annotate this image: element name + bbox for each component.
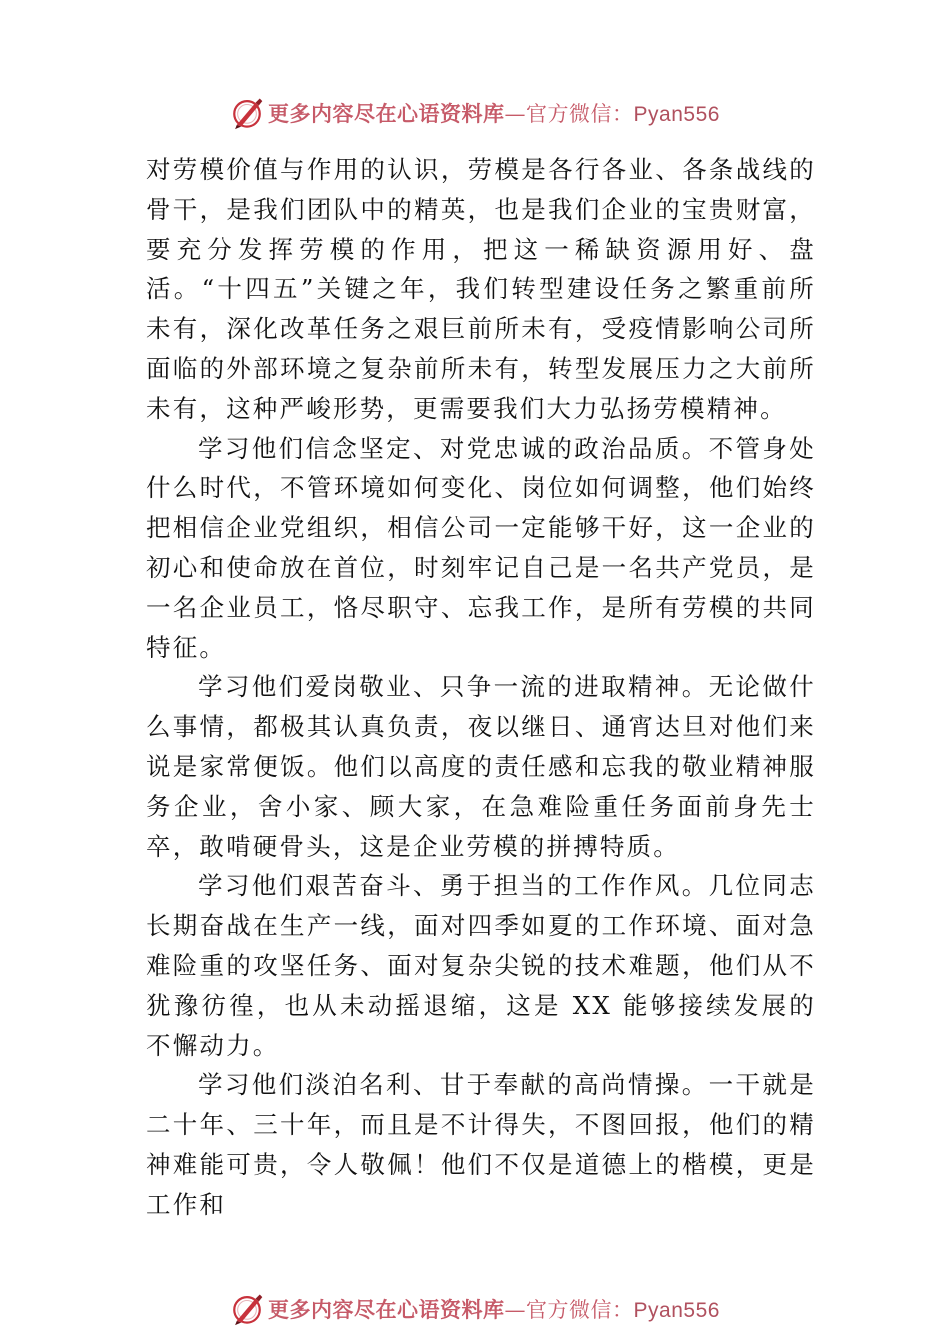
footer-banner — [0, 1289, 950, 1329]
paragraph-4: 学习他们艰苦奋斗、勇于担当的工作作风。几位同志长期奋战在生产一线，面对四季如夏的工作环境、面对急难险重的攻坚任务、面对复杂尖锐的技术难题，他们从不犹豫彷徨，也从未动摇退缩，这是 XX 能够接续发展的不懈动力。 — [146, 871, 816, 1060]
banner-wechat-label: —官方微信： — [504, 1298, 634, 1322]
banner-site-name: 更多内容尽在心语资料库 — [268, 1297, 505, 1322]
pen-circle-icon — [230, 96, 264, 130]
header-banner — [0, 93, 950, 133]
banner-wechat-label: —官方微信： — [504, 102, 634, 126]
paragraph-3: 学习他们爱岗敬业、只争一流的进取精神。无论做什么事情，都极其认真负责，夜以继日、通宵达旦对他们来说是家常便饭。他们以高度的责任感和忘我的敬业精神服务企业，舍小家、顾大家，在急难险重任务面前身先士卒，敢啃硬骨头，这是企业劳模的拼搏特质。 — [146, 672, 816, 861]
paragraph-2: 学习他们信念坚定、对党忠诚的政治品质。不管身处什么时代，不管环境如何变化、岗位如何调整，他们始终把相信企业党组织，相信公司一定能够干好，这一企业的初心和使命放在首位，时刻牢记自己是一名共产党员，是一名企业员工，恪尽职守、忘我工作，是所有劳模的共同特征。 — [146, 433, 816, 662]
document-body — [146, 150, 816, 1225]
paragraph-1: 对劳模价值与作用的认识，劳模是各行各业、各条战线的骨干，是我们团队中的精英，也是我们企业的宝贵财富，要充分发挥劳模的作用，把这一稀缺资源用好、盘活。“十四五”关键之年，我们转型建设任务之繁重前所未有，深化改革任务之艰巨前所未有，受疫情影响公司所面临的外部环境之复杂前所未有，转型发展压力之大前所未有，这种严峻形势，更需要我们大力弘扬劳模精神。 — [146, 155, 816, 423]
pen-circle-icon — [230, 1292, 264, 1326]
banner-wechat-id: Pyan556 — [633, 103, 720, 126]
banner-text — [268, 1294, 720, 1324]
paragraph-5: 学习他们淡泊名利、甘于奉献的高尚情操。一干就是二十年、三十年，而且是不计得失，不图回报，他们的精神难能可贵，令人敬佩！他们不仅是道德上的楷模，更是工作和 — [146, 1070, 816, 1219]
banner-text — [268, 98, 720, 128]
banner-wechat-id: Pyan556 — [633, 1299, 720, 1322]
banner-site-name: 更多内容尽在心语资料库 — [268, 101, 505, 126]
